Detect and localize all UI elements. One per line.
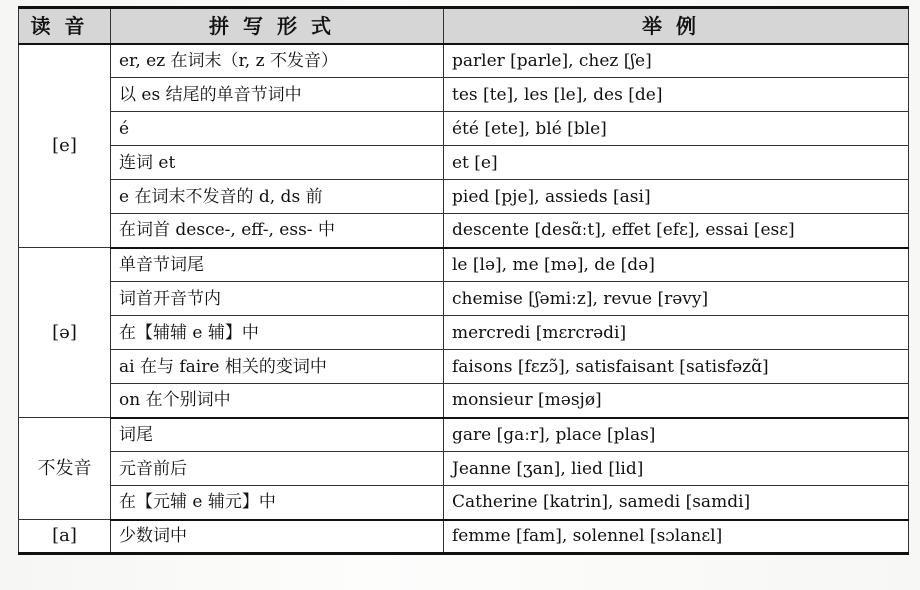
spelling-cell: 在词首 desce-, eff-, ess- 中 [111,214,444,248]
example-cell: Jeanne [ʒan], lied [lid] [444,452,909,486]
table-row [19,180,909,214]
example-cell: mercredi [mɛrcrədi] [444,316,909,350]
sound-cell: 不发音 [19,418,111,520]
spelling-cell: 在【辅辅 e 辅】中 [111,316,444,350]
table-row [19,418,909,452]
sound-cell: [a] [19,520,111,554]
table-row [19,316,909,350]
table-row [19,282,909,316]
table-row [19,214,909,248]
spelling-cell: 单音节词尾 [111,248,444,282]
header-spelling: 拼写形式 [111,8,444,44]
sound-cell: [e] [19,44,111,248]
table-row [19,384,909,418]
pronunciation-table [18,6,909,555]
table-row [19,146,909,180]
spelling-cell: 少数词中 [111,520,444,554]
header-row [19,8,909,44]
example-cell: femme [fam], solennel [sɔlanɛl] [444,520,909,554]
table-row [19,520,909,554]
example-cell: et [e] [444,146,909,180]
spelling-cell: 词首开音节内 [111,282,444,316]
spelling-cell: 元音前后 [111,452,444,486]
spelling-cell: er, ez 在词末（r, z 不发音） [111,44,444,78]
header-pronunciation: 读音 [19,8,111,44]
spelling-cell: 在【元辅 e 辅元】中 [111,486,444,520]
table-row [19,78,909,112]
example-cell: gare [gaːr], place [plas] [444,418,909,452]
example-cell: tes [te], les [le], des [de] [444,78,909,112]
table-body [19,44,909,554]
example-cell: pied [pje], assieds [asi] [444,180,909,214]
spelling-cell: on 在个别词中 [111,384,444,418]
example-cell: Catherine [katrin], samedi [samdi] [444,486,909,520]
example-cell: été [ete], blé [ble] [444,112,909,146]
example-cell: chemise [ʃəmiːz], revue [rəvy] [444,282,909,316]
spelling-cell: e 在词末不发音的 d, ds 前 [111,180,444,214]
table-row [19,452,909,486]
example-cell: monsieur [məsjø] [444,384,909,418]
sound-cell: [ə] [19,248,111,418]
example-cell: le [lə], me [mə], de [də] [444,248,909,282]
table-row [19,350,909,384]
header-examples: 举例 [444,8,909,44]
spelling-cell: 词尾 [111,418,444,452]
table-row [19,248,909,282]
spelling-cell: ai 在与 faire 相关的变词中 [111,350,444,384]
example-cell: descente [desɑ̃ːt], effet [efɛ], essai [esɛ] [444,214,909,248]
example-cell: faisons [fɛzɔ̃], satisfaisant [satisfəzɑ̃] [444,350,909,384]
table-row [19,44,909,78]
spelling-cell: é [111,112,444,146]
table-row [19,486,909,520]
spelling-cell: 连词 et [111,146,444,180]
example-cell: parler [parle], chez [ʃe] [444,44,909,78]
spelling-cell: 以 es 结尾的单音节词中 [111,78,444,112]
table-row [19,112,909,146]
